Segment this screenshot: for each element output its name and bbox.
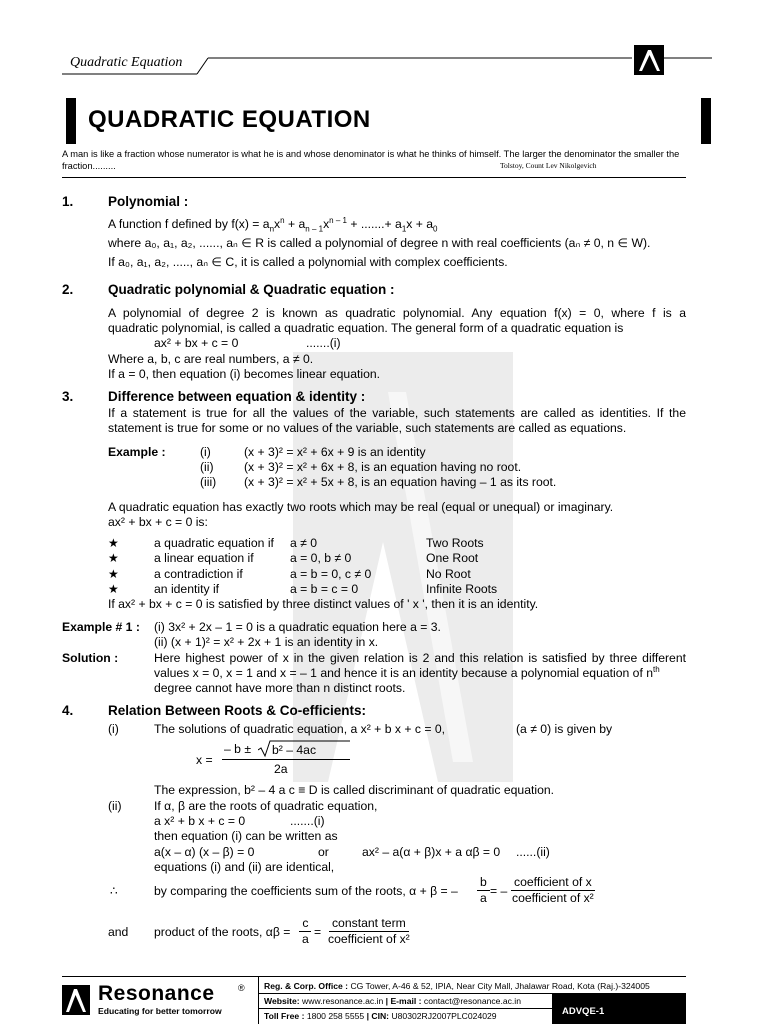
formula-fraction-bar <box>222 759 350 760</box>
star-bullet-icon: ★ <box>108 567 119 581</box>
star-bullet-icon: ★ <box>108 582 119 596</box>
or-text: or <box>318 845 329 859</box>
example-text: (x + 3)² = x² + 6x + 9 is an identity <box>244 445 426 459</box>
sum-equals: = – <box>490 884 508 898</box>
solution-line-2: values x = 0, x = 1 and x = – 1 and hence it is an identity because a polynomial equation of $n^{th}$ <box>154 664 660 680</box>
tollfree-cin-row: Toll Free : 1800 258 5555 | CIN: U80302RJ2007PLC024029 <box>264 1011 497 1021</box>
title-bar-left <box>66 98 76 144</box>
case-condition: a = b = c = 0 <box>290 582 359 596</box>
product-equals: = <box>314 925 322 939</box>
case-condition: a ≠ 0 <box>290 536 318 550</box>
product-fraction-c-over-a <box>296 916 315 947</box>
general-form-equation: ax² + bx + c = 0 <box>154 336 239 350</box>
footer-top-rule <box>62 976 686 977</box>
equation-is-label: ax² + bx + c = 0 is: <box>108 515 208 529</box>
sum-denominator: a <box>480 891 487 905</box>
case-kind: a linear equation if <box>154 551 254 565</box>
therefore-icon: ∴ <box>110 884 118 898</box>
roots-alpha-beta-text: If α, β are the roots of quadratic equation, <box>154 799 378 813</box>
resonance-logo-icon <box>634 45 664 75</box>
product-term-denominator: coefficient of x² <box>328 932 410 946</box>
example-tag: (ii) <box>200 460 214 474</box>
quadratic-def-line-2: quadratic polynomial, is called a quadratic equation. The general form of a quadratic equation is <box>108 321 624 335</box>
brand-name: Resonance <box>98 982 215 1005</box>
quadratic-solutions-text: The solutions of quadratic equation, a x² + b x + c = 0, <box>154 722 445 736</box>
example-1-part-i: (i) 3x² + 2x – 1 = 0 is a quadratic equation here a = 3. <box>154 620 441 634</box>
formula-numerator-prefix: – b ± <box>224 742 252 756</box>
brand-tagline: Educating for better tomorrow <box>98 1006 222 1016</box>
discriminant-text: The expression, b² – 4 a c ≡ D is called discriminant of quadratic equation. <box>154 783 555 797</box>
case-condition: a = 0, b ≠ 0 <box>290 551 352 565</box>
title-bar-right <box>701 98 711 144</box>
footer-divider <box>258 977 259 1024</box>
example-text: (x + 3)² = x² + 6x + 8, is an equation having no root. <box>244 460 522 474</box>
formula-denominator: 2a <box>274 762 288 776</box>
header-rule-right <box>664 54 712 78</box>
running-header <box>62 54 712 78</box>
star-bullet-icon: ★ <box>108 551 119 565</box>
star-bullet-icon: ★ <box>108 536 119 550</box>
example-1-label: Example # 1 : <box>62 620 140 634</box>
example-tag: (iii) <box>200 475 217 489</box>
header-rule <box>62 54 712 78</box>
solution-line-1: Here highest power of x in the given relation is 2 and this relation is satisfied by three different <box>154 651 686 665</box>
case-roots: No Root <box>426 567 471 581</box>
quadratic-formula <box>196 740 356 780</box>
expanded-form: ax² – a(α + β)x + a αβ = 0 <box>362 845 501 859</box>
factored-form: a(x – α) (x – β) = 0 <box>154 845 255 859</box>
case-kind: a contradiction if <box>154 567 243 581</box>
sum-coef-numerator: coefficient of x <box>511 875 595 891</box>
page-title: QUADRATIC EQUATION <box>88 106 371 133</box>
product-of-roots-text: product of the roots, αβ = <box>154 925 291 939</box>
footer <box>62 974 686 1024</box>
quadratic-solutions-condition: (a ≠ 0) is given by <box>516 722 613 736</box>
case-roots: One Root <box>426 551 479 565</box>
general-form-tag: .......(i) <box>306 336 341 350</box>
product-fraction-terms <box>322 916 416 947</box>
sum-coef-denominator: coefficient of x² <box>512 891 594 905</box>
running-title: Quadratic Equation <box>70 55 183 70</box>
case-kind: a quadratic equation if <box>154 536 274 550</box>
solution-line-3: degree cannot have more than n distinct roots. <box>154 681 406 695</box>
section-3-title: Difference between equation & identity : <box>108 389 366 404</box>
sum-of-roots-text: by comparing the coefficients sum of the roots, α + β = – <box>154 884 458 898</box>
section-2-title: Quadratic polynomial & Quadratic equation : <box>108 282 395 297</box>
polynomial-complex-coefficients: If a₀, a₁, a₂, ....., aₙ ∈ C, it is called a polynomial with complex coefficients. <box>108 255 508 269</box>
can-be-written-text: then equation (i) can be written as <box>154 829 338 843</box>
part-ii-tag: (ii) <box>108 799 122 813</box>
example-1-part-ii: (ii) (x + 1)² = x² + 2x + 1 is an identity in x. <box>154 635 379 649</box>
website-link[interactable]: www.resonance.ac.in <box>302 996 384 1006</box>
case-roots: Infinite Roots <box>426 582 498 596</box>
identity-def-line-1: If a statement is true for all the values of the variable, such statements are called as identities. If the <box>108 406 686 420</box>
section-4-title: Relation Between Roots & Co-efficients: <box>108 703 367 718</box>
equation-ii-tag: ......(ii) <box>516 845 550 859</box>
sum-numerator: b <box>477 875 490 891</box>
section-2-number: 2. <box>62 282 74 297</box>
polynomial-definition: A function f defined by $f(x) = a_nx^n + a_{n - 1}x^{n - 1}$ + .......+ $a_1x + a_0$ <box>108 215 438 234</box>
equation-i: a x² + b x + c = 0 <box>154 814 246 828</box>
registered-mark: ® <box>238 983 245 993</box>
section-1-number: 1. <box>62 194 74 209</box>
product-term-numerator: constant term <box>329 916 409 932</box>
section-1-title: Polynomial : <box>108 194 189 209</box>
identity-conclusion: If ax² + bx + c = 0 is satisfied by three distinct values of ' x ', then it is an identity. <box>108 597 539 611</box>
example-tag: (i) <box>200 445 211 459</box>
linear-note: If a = 0, then equation (i) becomes linear equation. <box>108 367 381 381</box>
formula-radicand: b² – 4ac <box>272 743 317 757</box>
solution-label: Solution : <box>62 651 119 665</box>
page-code: ADVQE-1 <box>562 1006 605 1017</box>
polynomial-real-coefficients: where a₀, a₁, a₂, ......, aₙ ∈ R is called a polynomial of degree n with real coefficients (aₙ ≠ 0, n ∈ W). <box>108 236 651 250</box>
quote-rule <box>62 177 686 178</box>
website-email-row: Website: www.resonance.ac.in | E-mail : contact@resonance.ac.in <box>264 996 521 1006</box>
identity-def-line-2: statement is true for some or no values of the variable, such statements are called as equations. <box>108 421 627 435</box>
real-numbers-note: Where a, b, c are real numbers, a ≠ 0. <box>108 352 314 366</box>
resonance-logo-icon <box>62 985 90 1015</box>
sum-fraction-coefficients <box>506 875 600 906</box>
identical-text: equations (i) and (ii) are identical, <box>154 860 335 874</box>
formula-x-equals: x = <box>196 753 213 767</box>
example-label: Example : <box>108 445 166 459</box>
equation-i-tag: .......(i) <box>290 814 325 828</box>
case-roots: Two Roots <box>426 536 484 550</box>
section-4-number: 4. <box>62 703 74 718</box>
part-i-tag: (i) <box>108 722 119 736</box>
quote: A man is like a fraction whose numerator is what he is and whose denominator is what he thinks of himself. The larger the denominator the smaller the fraction......... <box>62 149 680 171</box>
example-text: (x + 3)² = x² + 5x + 8, is an equation having – 1 as its root. <box>244 475 557 489</box>
product-numerator: c <box>299 916 311 932</box>
case-kind: an identity if <box>154 582 220 596</box>
product-denominator: a <box>302 932 309 946</box>
two-roots-paragraph: A quadratic equation has exactly two roots which may be real (equal or unequal) or imaginary. <box>108 500 614 514</box>
section-3-number: 3. <box>62 389 74 404</box>
email-link[interactable]: contact@resonance.ac.in <box>423 996 521 1006</box>
case-condition: a = b = 0, c ≠ 0 <box>290 567 372 581</box>
quadratic-def-line-1: A polynomial of degree 2 is known as quadratic polynomial. Any equation f(x) = 0, where f is a <box>108 306 686 320</box>
quote-author: Tolstoy, Count Lev Nikolgevich <box>500 161 597 170</box>
office-address: Reg. & Corp. Office : CG Tower, A-46 & 52, IPIA, Near City Mall, Jhalawar Road, Kota (Raj.)-324005 <box>264 981 650 991</box>
and-text: and <box>108 925 129 939</box>
